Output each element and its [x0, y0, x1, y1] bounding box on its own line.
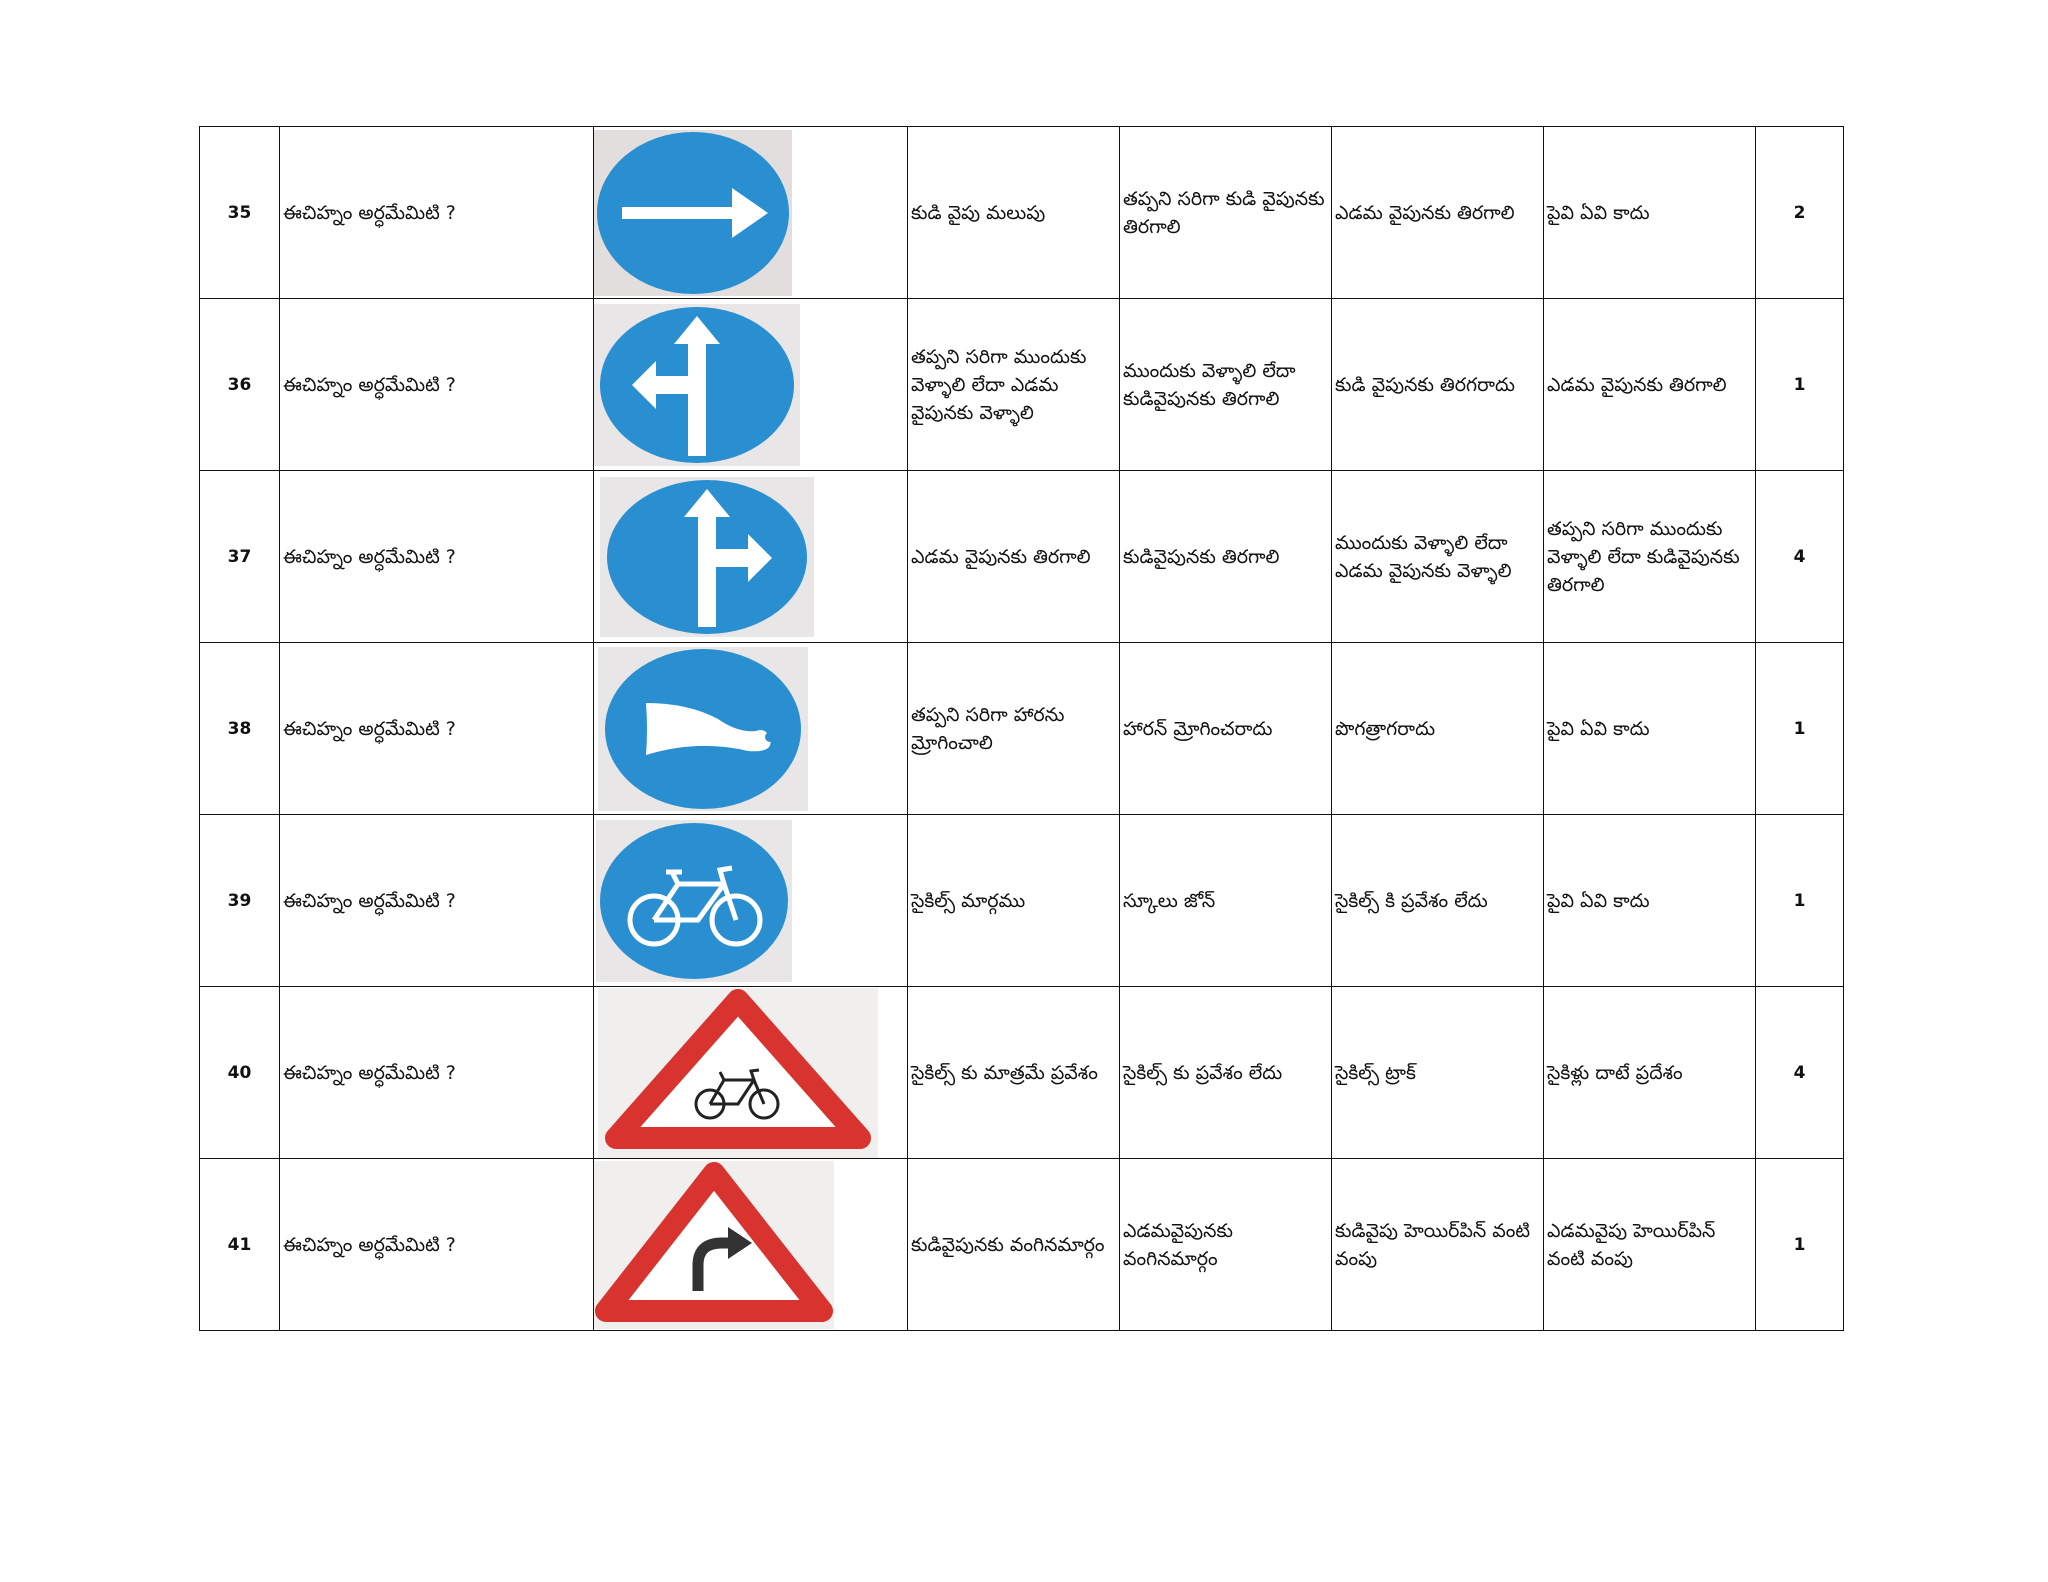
answer-number: 4 [1756, 471, 1844, 643]
option-3: ముందుకు వెళ్ళాలి లేదా ఎడమ వైపునకు వెళ్ళాలి [1332, 471, 1544, 643]
table-row [200, 299, 1844, 471]
right-bend-warning-icon [594, 1161, 834, 1329]
option-4: పైవి ఏవి కాదు [1544, 643, 1756, 815]
option-2: సైకిల్స్ కు ప్రవేశం లేదు [1120, 987, 1332, 1159]
question-number: 39 [200, 815, 280, 987]
option-2: హారన్ మ్రోగించరాదు [1120, 643, 1332, 815]
question-text: ఈచిహ్నం అర్ధమేమిటి ? [280, 987, 594, 1159]
option-1: కుడివైపునకు వంగినమార్గం [908, 1159, 1120, 1331]
question-number: 37 [200, 471, 280, 643]
question-number: 40 [200, 987, 280, 1159]
answer-number: 2 [1756, 127, 1844, 299]
question-table [199, 126, 1844, 1331]
table-row [200, 127, 1844, 299]
option-2: ఎడమవైపునకు వంగినమార్గం [1120, 1159, 1332, 1331]
option-2: తప్పని సరిగా కుడి వైపునకు తిరగాలి [1120, 127, 1332, 299]
option-4: తప్పని సరిగా ముందుకు వెళ్ళాలి లేదా కుడివైపునకు తిరగాలి [1544, 471, 1756, 643]
option-3: సైకిల్స్ ట్రాక్ [1332, 987, 1544, 1159]
option-4: ఎడమవైపు హెయిర్‌పిన్ వంటి వంపు [1544, 1159, 1756, 1331]
option-4: పైవి ఏవి కాదు [1544, 815, 1756, 987]
question-text: ఈచిహ్నం అర్ధమేమిటి ? [280, 643, 594, 815]
option-1: కుడి వైపు మలుపు [908, 127, 1120, 299]
answer-number: 4 [1756, 987, 1844, 1159]
option-3: సైకిల్స్ కి ప్రవేశం లేదు [1332, 815, 1544, 987]
question-text: ఈచిహ్నం అర్ధమేమిటి ? [280, 471, 594, 643]
option-3: పొగత్రాగరాదు [1332, 643, 1544, 815]
straight-or-right-sign-icon [600, 477, 814, 637]
option-3: కుడి వైపునకు తిరగరాదు [1332, 299, 1544, 471]
answer-number: 1 [1756, 1159, 1844, 1331]
straight-or-left-sign-icon [594, 304, 800, 466]
option-1: తప్పని సరిగా ముందుకు వెళ్ళాలి లేదా ఎడమ వైపునకు వెళ్ళాలి [908, 299, 1120, 471]
answer-number: 1 [1756, 643, 1844, 815]
option-3: ఎడమ వైపునకు తిరగాలి [1332, 127, 1544, 299]
question-number: 36 [200, 299, 280, 471]
option-1: సైకిల్స్ మార్గము [908, 815, 1120, 987]
table-row [200, 1159, 1844, 1331]
table-row [200, 815, 1844, 987]
option-1: సైకిల్స్ కు మాత్రమే ప్రవేశం [908, 987, 1120, 1159]
option-2: ముందుకు వెళ్ళాలి లేదా కుడివైపునకు తిరగాలి [1120, 299, 1332, 471]
answer-number: 1 [1756, 299, 1844, 471]
option-3: కుడివైపు హెయిర్‌పిన్ వంటి వంపు [1332, 1159, 1544, 1331]
table-row [200, 471, 1844, 643]
question-text: ఈచిహ్నం అర్ధమేమిటి ? [280, 299, 594, 471]
table-row [200, 987, 1844, 1159]
cycle-track-sign-icon [596, 820, 792, 982]
question-text: ఈచిహ్నం అర్ధమేమిటి ? [280, 127, 594, 299]
answer-number: 1 [1756, 815, 1844, 987]
option-2: స్కూలు జోన్ [1120, 815, 1332, 987]
option-4: సైకిళ్లు దాటే ప్రదేశం [1544, 987, 1756, 1159]
option-2: కుడివైపునకు తిరగాలి [1120, 471, 1332, 643]
right-arrow-sign-icon [594, 130, 792, 296]
question-number: 35 [200, 127, 280, 299]
option-1: తప్పని సరిగా హారను మ్రోగించాలి [908, 643, 1120, 815]
question-text: ఈచిహ్నం అర్ధమేమిటి ? [280, 1159, 594, 1331]
option-1: ఎడమ వైపునకు తిరగాలి [908, 471, 1120, 643]
question-number: 38 [200, 643, 280, 815]
cycle-crossing-warning-icon [598, 988, 878, 1158]
option-4: ఎడమ వైపునకు తిరగాలి [1544, 299, 1756, 471]
horn-sign-icon [598, 647, 808, 811]
table-row [200, 643, 1844, 815]
question-text: ఈచిహ్నం అర్ధమేమిటి ? [280, 815, 594, 987]
option-4: పైవి ఏవి కాదు [1544, 127, 1756, 299]
question-number: 41 [200, 1159, 280, 1331]
